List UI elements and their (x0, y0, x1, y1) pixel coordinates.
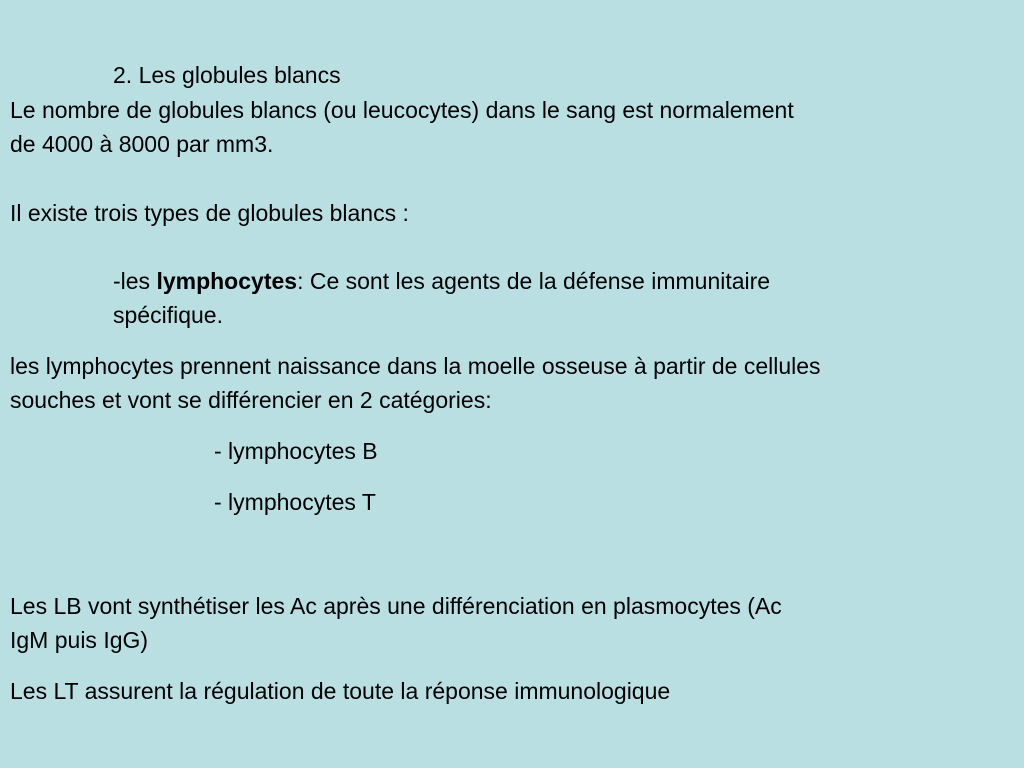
origin-text-line-1: les lymphocytes prennent naissance dans la moelle osseuse à partir de cellules (10, 353, 821, 379)
lb-text-line-1: Les LB vont synthétiser les Ac après une différenciation en plasmocytes (Ac (10, 593, 782, 619)
intro-text-line-2: de 4000 à 8000 par mm3. (10, 131, 274, 157)
lymphocytes-term: lymphocytes (156, 268, 298, 294)
types-intro-text: Il existe trois types de globules blancs : (10, 200, 409, 226)
lt-text-line: Les LT assurent la régulation de toute la réponse immunologique (10, 678, 671, 704)
lymphocytes-definition-line-1 (113, 264, 770, 298)
category-item-t: - lymphocytes T (214, 489, 376, 515)
intro-text-line-1: Le nombre de globules blancs (ou leucocytes) dans le sang est normalement (10, 97, 794, 123)
lymphocytes-prefix: -les (113, 268, 157, 294)
section-heading: 2. Les globules blancs (113, 62, 341, 88)
category-item-b: - lymphocytes B (214, 438, 378, 464)
lymphocytes-definition-line-2: spécifique. (113, 302, 223, 328)
origin-text-line-2: souches et vont se différencier en 2 catégories: (10, 387, 492, 413)
lymphocytes-definition: : Ce sont les agents de la défense immunitaire (297, 268, 771, 294)
lb-text-line-2: IgM puis IgG) (10, 627, 149, 653)
